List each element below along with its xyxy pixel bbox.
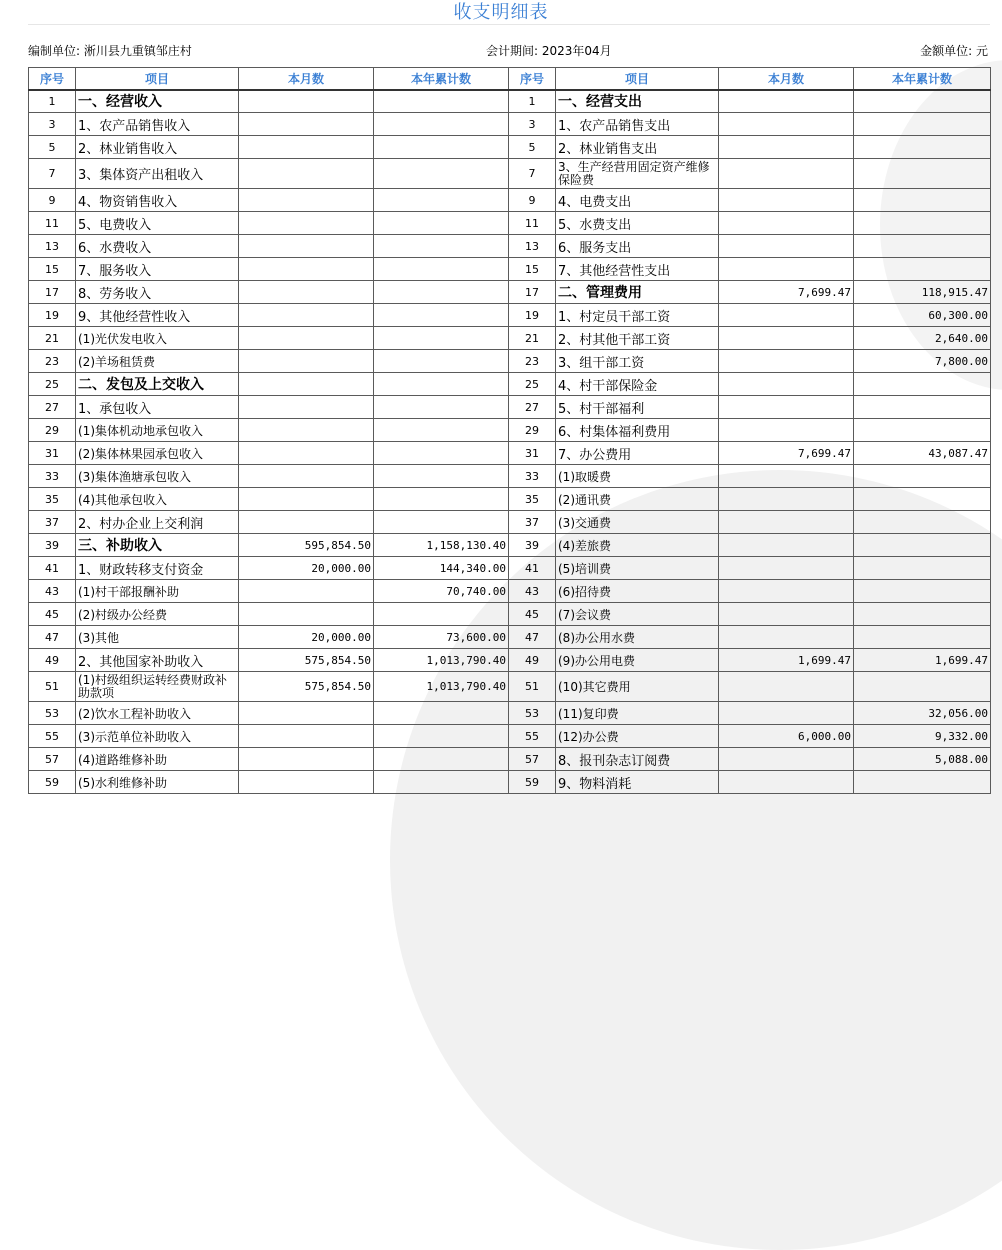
row-item-right: 2、林业销售支出: [556, 136, 719, 159]
row-item-right: 1、村定员干部工资: [556, 304, 719, 327]
row-ytd-right: [854, 534, 991, 557]
table-row: [29, 534, 991, 557]
row-month-right: [719, 90, 854, 113]
table-row: [29, 113, 991, 136]
row-month-right: [719, 189, 854, 212]
table-row: [29, 281, 991, 304]
row-item-left: 1、财政转移支付资金: [76, 557, 239, 580]
row-item-left: (3)示范单位补助收入: [76, 725, 239, 748]
row-month-left: 575,854.50: [239, 649, 374, 672]
row-ytd-left: [374, 281, 509, 304]
row-seq-right: 5: [509, 136, 556, 159]
row-month-right: [719, 771, 854, 794]
row-ytd-left: [374, 465, 509, 488]
row-seq-left: 35: [29, 488, 76, 511]
table-row: [29, 580, 991, 603]
row-item-right: (5)培训费: [556, 557, 719, 580]
row-month-left: [239, 580, 374, 603]
row-seq-right: 31: [509, 442, 556, 465]
row-ytd-right: [854, 90, 991, 113]
row-month-right: [719, 327, 854, 350]
table-row: [29, 465, 991, 488]
row-seq-right: 39: [509, 534, 556, 557]
row-month-right: 1,699.47: [719, 649, 854, 672]
row-ytd-right: 2,640.00: [854, 327, 991, 350]
row-ytd-left: [374, 90, 509, 113]
table-row: [29, 235, 991, 258]
row-item-left: (2)饮水工程补助收入: [76, 702, 239, 725]
row-ytd-left: [374, 304, 509, 327]
row-ytd-left: [374, 725, 509, 748]
row-item-right: 2、村其他干部工资: [556, 327, 719, 350]
row-month-right: [719, 557, 854, 580]
row-ytd-right: [854, 465, 991, 488]
row-item-left: 二、发包及上交收入: [76, 373, 239, 396]
row-ytd-left: 144,340.00: [374, 557, 509, 580]
row-ytd-left: [374, 748, 509, 771]
table-row: [29, 350, 991, 373]
row-seq-right: 35: [509, 488, 556, 511]
row-item-left: 一、经营收入: [76, 90, 239, 113]
row-seq-left: 51: [29, 672, 76, 702]
table-row: [29, 672, 991, 702]
row-month-right: [719, 212, 854, 235]
row-ytd-right: [854, 189, 991, 212]
table-header-row: [29, 68, 991, 90]
row-item-left: (5)水利维修补助: [76, 771, 239, 794]
row-item-right: 5、村干部福利: [556, 396, 719, 419]
row-month-right: [719, 672, 854, 702]
row-item-right: 9、物料消耗: [556, 771, 719, 794]
row-ytd-right: 60,300.00: [854, 304, 991, 327]
row-ytd-right: [854, 113, 991, 136]
table-row: [29, 603, 991, 626]
row-month-right: [719, 136, 854, 159]
row-item-left: (1)村干部报酬补助: [76, 580, 239, 603]
row-month-right: [719, 235, 854, 258]
row-seq-left: 3: [29, 113, 76, 136]
table-row: [29, 327, 991, 350]
row-item-left: (4)道路维修补助: [76, 748, 239, 771]
row-seq-left: 53: [29, 702, 76, 725]
row-ytd-left: [374, 702, 509, 725]
row-item-right: (3)交通费: [556, 511, 719, 534]
row-month-left: [239, 90, 374, 113]
row-item-left: 5、电费收入: [76, 212, 239, 235]
row-month-right: 6,000.00: [719, 725, 854, 748]
row-seq-left: 33: [29, 465, 76, 488]
row-month-left: [239, 258, 374, 281]
table-row: [29, 212, 991, 235]
row-month-left: [239, 281, 374, 304]
row-item-right: (6)招待费: [556, 580, 719, 603]
row-seq-left: 21: [29, 327, 76, 350]
row-ytd-left: [374, 396, 509, 419]
row-item-right: 7、办公费用: [556, 442, 719, 465]
row-month-left: [239, 189, 374, 212]
table-row: [29, 649, 991, 672]
row-month-right: [719, 511, 854, 534]
col-header-ytd: 本年累计数: [854, 68, 991, 90]
row-ytd-left: [374, 327, 509, 350]
row-seq-left: 29: [29, 419, 76, 442]
row-seq-right: 53: [509, 702, 556, 725]
table-row: [29, 557, 991, 580]
row-ytd-right: 5,088.00: [854, 748, 991, 771]
col-header-ytd: 本年累计数: [374, 68, 509, 90]
row-item-right: (12)办公费: [556, 725, 719, 748]
row-seq-right: 17: [509, 281, 556, 304]
row-item-right: 7、其他经营性支出: [556, 258, 719, 281]
row-ytd-right: 43,087.47: [854, 442, 991, 465]
row-month-left: [239, 465, 374, 488]
table-row: [29, 626, 991, 649]
row-ytd-left: 1,013,790.40: [374, 672, 509, 702]
row-seq-right: 1: [509, 90, 556, 113]
row-month-left: [239, 327, 374, 350]
table-row: [29, 771, 991, 794]
row-ytd-left: [374, 488, 509, 511]
row-item-right: 二、管理费用: [556, 281, 719, 304]
table-row: [29, 258, 991, 281]
row-item-right: (10)其它费用: [556, 672, 719, 702]
row-seq-left: 1: [29, 90, 76, 113]
row-ytd-right: [854, 626, 991, 649]
row-seq-left: 31: [29, 442, 76, 465]
row-month-left: [239, 350, 374, 373]
col-header-item: 项目: [556, 68, 719, 90]
row-ytd-left: [374, 235, 509, 258]
row-month-right: 7,699.47: [719, 281, 854, 304]
row-seq-right: 55: [509, 725, 556, 748]
page-title: 收支明细表: [453, 2, 549, 23]
row-item-left: 3、集体资产出租收入: [76, 159, 239, 189]
row-seq-right: 27: [509, 396, 556, 419]
row-item-right: 4、村干部保险金: [556, 373, 719, 396]
row-seq-right: 59: [509, 771, 556, 794]
table-row: [29, 511, 991, 534]
row-month-right: [719, 465, 854, 488]
row-seq-left: 49: [29, 649, 76, 672]
row-seq-right: 41: [509, 557, 556, 580]
table-row: [29, 159, 991, 189]
row-month-right: [719, 702, 854, 725]
row-month-left: [239, 113, 374, 136]
row-ytd-right: 118,915.47: [854, 281, 991, 304]
row-ytd-right: [854, 580, 991, 603]
row-seq-right: 9: [509, 189, 556, 212]
row-ytd-left: [374, 189, 509, 212]
row-month-left: [239, 373, 374, 396]
row-seq-left: 25: [29, 373, 76, 396]
row-item-left: 1、承包收入: [76, 396, 239, 419]
row-seq-left: 45: [29, 603, 76, 626]
row-item-right: 8、报刊杂志订阅费: [556, 748, 719, 771]
row-ytd-right: [854, 396, 991, 419]
row-ytd-left: [374, 511, 509, 534]
row-item-left: (2)集体林果园承包收入: [76, 442, 239, 465]
row-item-right: (7)会议费: [556, 603, 719, 626]
table-row: [29, 488, 991, 511]
row-month-left: [239, 419, 374, 442]
row-seq-left: 11: [29, 212, 76, 235]
row-ytd-left: [374, 373, 509, 396]
row-item-right: 6、服务支出: [556, 235, 719, 258]
row-item-left: (1)村级组织运转经费财政补助款项: [76, 672, 239, 702]
row-ytd-left: 1,013,790.40: [374, 649, 509, 672]
row-seq-right: 29: [509, 419, 556, 442]
row-item-left: (1)光伏发电收入: [76, 327, 239, 350]
row-item-left: 三、补助收入: [76, 534, 239, 557]
row-month-right: [719, 350, 854, 373]
row-seq-right: 13: [509, 235, 556, 258]
row-ytd-left: [374, 136, 509, 159]
row-seq-left: 23: [29, 350, 76, 373]
row-month-left: [239, 725, 374, 748]
row-ytd-left: [374, 159, 509, 189]
table-row: [29, 725, 991, 748]
row-item-left: 9、其他经营性收入: [76, 304, 239, 327]
row-seq-right: 51: [509, 672, 556, 702]
row-month-left: [239, 212, 374, 235]
table-row: [29, 90, 991, 113]
row-item-right: 3、组干部工资: [556, 350, 719, 373]
row-ytd-left: [374, 258, 509, 281]
col-header-month: 本月数: [719, 68, 854, 90]
row-seq-right: 57: [509, 748, 556, 771]
row-month-right: [719, 258, 854, 281]
row-month-left: 595,854.50: [239, 534, 374, 557]
row-month-right: [719, 580, 854, 603]
row-ytd-left: 73,600.00: [374, 626, 509, 649]
row-seq-right: 23: [509, 350, 556, 373]
row-item-left: 2、其他国家补助收入: [76, 649, 239, 672]
income-expense-table: [28, 67, 991, 794]
row-item-right: 4、电费支出: [556, 189, 719, 212]
row-seq-right: 15: [509, 258, 556, 281]
row-ytd-right: [854, 373, 991, 396]
row-item-right: 3、生产经营用固定资产维修保险费: [556, 159, 719, 189]
row-ytd-right: [854, 235, 991, 258]
row-ytd-right: [854, 672, 991, 702]
row-item-left: 6、水费收入: [76, 235, 239, 258]
row-ytd-left: [374, 419, 509, 442]
row-month-right: [719, 603, 854, 626]
row-ytd-right: 9,332.00: [854, 725, 991, 748]
row-month-right: [719, 373, 854, 396]
row-item-right: 一、经营支出: [556, 90, 719, 113]
row-month-left: [239, 396, 374, 419]
row-seq-left: 27: [29, 396, 76, 419]
row-seq-left: 37: [29, 511, 76, 534]
row-month-left: [239, 136, 374, 159]
row-month-right: [719, 396, 854, 419]
row-seq-right: 43: [509, 580, 556, 603]
row-month-left: 20,000.00: [239, 557, 374, 580]
row-month-right: [719, 304, 854, 327]
accounting-period: 会计期间: 2023年04月: [486, 44, 612, 58]
col-header-seq: 序号: [509, 68, 556, 90]
table-row: [29, 396, 991, 419]
row-month-left: [239, 159, 374, 189]
currency-unit: 金额单位: 元: [920, 44, 988, 58]
row-seq-left: 55: [29, 725, 76, 748]
row-month-left: [239, 304, 374, 327]
row-seq-right: 7: [509, 159, 556, 189]
row-seq-right: 21: [509, 327, 556, 350]
row-ytd-right: [854, 419, 991, 442]
row-ytd-right: [854, 603, 991, 626]
row-ytd-right: [854, 488, 991, 511]
row-seq-right: 47: [509, 626, 556, 649]
row-month-left: [239, 748, 374, 771]
row-ytd-right: [854, 258, 991, 281]
row-item-left: (2)村级办公经费: [76, 603, 239, 626]
row-month-left: [239, 442, 374, 465]
row-ytd-left: 1,158,130.40: [374, 534, 509, 557]
row-ytd-left: [374, 603, 509, 626]
row-month-right: [719, 748, 854, 771]
row-seq-right: 37: [509, 511, 556, 534]
row-month-left: [239, 511, 374, 534]
row-ytd-right: [854, 771, 991, 794]
row-ytd-right: 1,699.47: [854, 649, 991, 672]
row-item-left: 2、村办企业上交利润: [76, 511, 239, 534]
row-month-left: [239, 235, 374, 258]
row-month-left: [239, 603, 374, 626]
row-item-right: (1)取暖费: [556, 465, 719, 488]
row-item-left: (2)羊场租赁费: [76, 350, 239, 373]
row-ytd-left: 70,740.00: [374, 580, 509, 603]
row-item-right: 1、农产品销售支出: [556, 113, 719, 136]
col-header-month: 本月数: [239, 68, 374, 90]
row-ytd-right: [854, 511, 991, 534]
title-divider: [28, 24, 990, 25]
row-seq-right: 11: [509, 212, 556, 235]
row-month-right: [719, 419, 854, 442]
row-item-left: (3)集体渔塘承包收入: [76, 465, 239, 488]
row-item-right: (8)办公用水费: [556, 626, 719, 649]
table-row: [29, 419, 991, 442]
row-ytd-right: [854, 557, 991, 580]
row-month-right: [719, 113, 854, 136]
row-item-left: (3)其他: [76, 626, 239, 649]
row-seq-right: 45: [509, 603, 556, 626]
row-ytd-right: 7,800.00: [854, 350, 991, 373]
row-month-right: [719, 626, 854, 649]
row-ytd-right: [854, 212, 991, 235]
compiling-unit: 编制单位: 淅川县九重镇邹庄村: [28, 44, 192, 58]
row-month-right: [719, 159, 854, 189]
row-month-right: [719, 534, 854, 557]
row-seq-right: 25: [509, 373, 556, 396]
row-item-left: 1、农产品销售收入: [76, 113, 239, 136]
table-row: [29, 442, 991, 465]
row-ytd-left: [374, 212, 509, 235]
row-seq-right: 3: [509, 113, 556, 136]
row-month-left: [239, 488, 374, 511]
row-ytd-right: [854, 136, 991, 159]
row-seq-right: 19: [509, 304, 556, 327]
row-ytd-left: [374, 113, 509, 136]
row-seq-left: 5: [29, 136, 76, 159]
row-seq-left: 17: [29, 281, 76, 304]
table-row: [29, 136, 991, 159]
row-seq-left: 7: [29, 159, 76, 189]
row-month-left: [239, 771, 374, 794]
row-seq-left: 59: [29, 771, 76, 794]
table-row: [29, 748, 991, 771]
row-item-left: 4、物资销售收入: [76, 189, 239, 212]
row-seq-left: 39: [29, 534, 76, 557]
row-item-left: 8、劳务收入: [76, 281, 239, 304]
row-item-right: 5、水费支出: [556, 212, 719, 235]
row-item-right: (11)复印费: [556, 702, 719, 725]
row-ytd-right: [854, 159, 991, 189]
row-seq-left: 15: [29, 258, 76, 281]
row-seq-right: 33: [509, 465, 556, 488]
row-seq-left: 47: [29, 626, 76, 649]
row-month-left: [239, 702, 374, 725]
table-row: [29, 189, 991, 212]
row-month-right: 7,699.47: [719, 442, 854, 465]
row-month-right: [719, 488, 854, 511]
table-row: [29, 373, 991, 396]
table-row: [29, 304, 991, 327]
row-item-right: (4)差旅费: [556, 534, 719, 557]
row-seq-left: 19: [29, 304, 76, 327]
row-item-right: (9)办公用电费: [556, 649, 719, 672]
col-header-item: 项目: [76, 68, 239, 90]
row-item-left: 7、服务收入: [76, 258, 239, 281]
row-item-right: 6、村集体福利费用: [556, 419, 719, 442]
row-ytd-right: 32,056.00: [854, 702, 991, 725]
row-seq-left: 57: [29, 748, 76, 771]
row-month-left: 575,854.50: [239, 672, 374, 702]
row-item-left: (1)集体机动地承包收入: [76, 419, 239, 442]
row-seq-left: 13: [29, 235, 76, 258]
row-seq-right: 49: [509, 649, 556, 672]
row-item-left: 2、林业销售收入: [76, 136, 239, 159]
row-seq-left: 41: [29, 557, 76, 580]
row-seq-left: 43: [29, 580, 76, 603]
row-item-left: (4)其他承包收入: [76, 488, 239, 511]
row-month-left: 20,000.00: [239, 626, 374, 649]
col-header-seq: 序号: [29, 68, 76, 90]
row-ytd-left: [374, 771, 509, 794]
row-ytd-left: [374, 350, 509, 373]
row-ytd-left: [374, 442, 509, 465]
row-item-right: (2)通讯费: [556, 488, 719, 511]
table-row: [29, 702, 991, 725]
row-seq-left: 9: [29, 189, 76, 212]
